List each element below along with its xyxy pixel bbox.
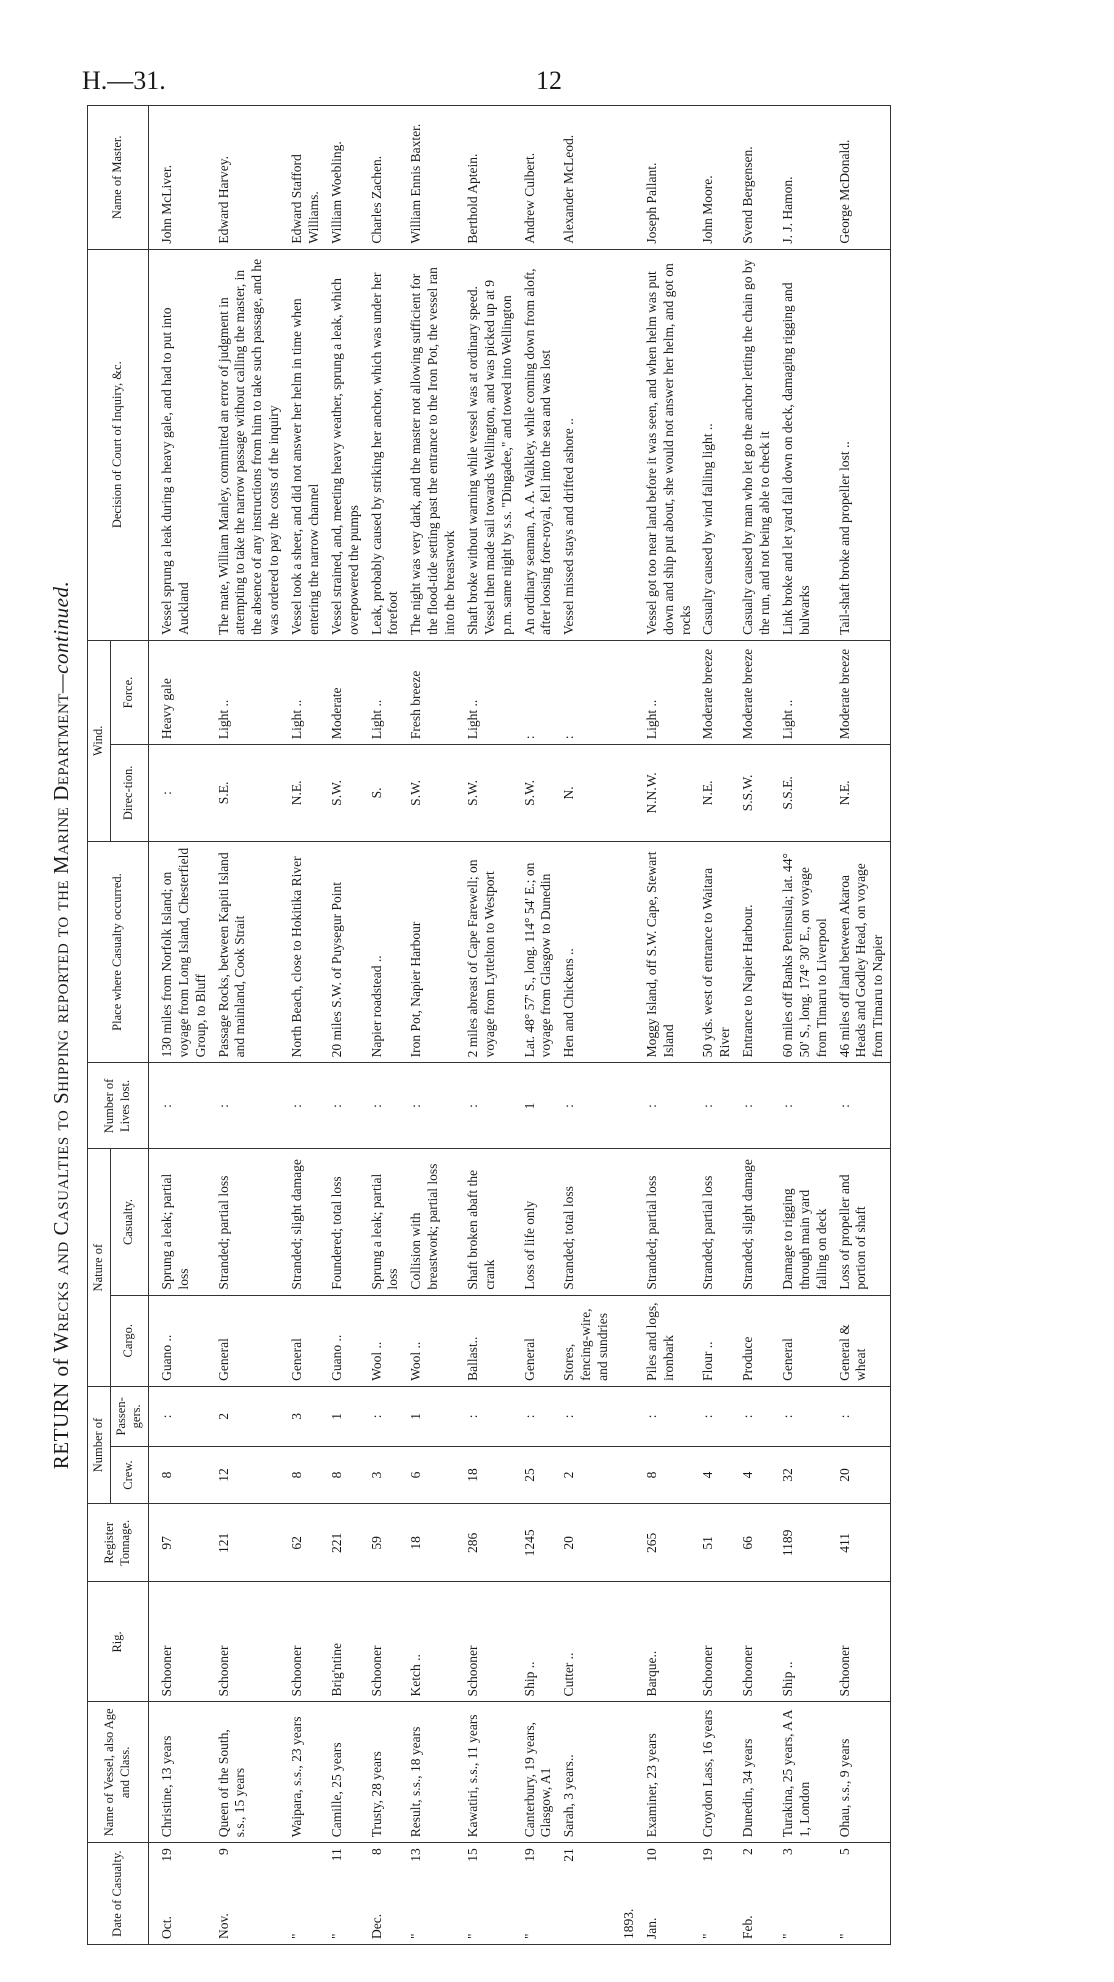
- wind-direction: S.S.W.: [737, 745, 777, 842]
- date-cell: [777, 1843, 834, 1945]
- casualty: Collision with breastwork; partial loss: [405, 1149, 462, 1295]
- vessel-name: Turakina, 25 years, A A 1, London: [777, 1702, 834, 1843]
- place: Moggy Island, off S.W. Cape, Stewart Island: [641, 841, 698, 1063]
- vessel-name: Waipara, s.s., 23 years: [286, 1702, 326, 1843]
- crew-count: 20: [834, 1446, 891, 1503]
- month: Oct.: [158, 1916, 174, 1939]
- rig: Cutter ..: [558, 1582, 615, 1702]
- rig: Barque..: [641, 1582, 698, 1702]
- place: 20 miles S.W. of Puysegur Point: [326, 841, 366, 1063]
- day: 19: [521, 1848, 537, 1862]
- empty-cell: [615, 1149, 641, 1295]
- day: 8: [368, 1848, 384, 1856]
- col-crew: Crew.: [110, 1446, 148, 1503]
- date-cell: [148, 1843, 212, 1945]
- page-reference: H.—31.: [82, 66, 166, 95]
- rotated-table-page: [35, 105, 1035, 1945]
- tonnage: 1189: [777, 1504, 834, 1582]
- decision: Vessel strained, and, meeting heavy weather, sprung a leak, which overpowered the pumps: [326, 249, 366, 640]
- lives-lost: :: [558, 1063, 615, 1149]
- cargo: Wool ..: [405, 1295, 462, 1386]
- table-row: [213, 106, 287, 1945]
- wind-force: Light ..: [777, 640, 834, 744]
- rig: Brig'ntine: [326, 1582, 366, 1702]
- date-cell: [286, 1843, 326, 1945]
- master-name: John McLiver.: [148, 106, 212, 250]
- month: ": [521, 1933, 537, 1939]
- empty-cell: [615, 841, 641, 1063]
- vessel-name: Dunedin, 34 years: [737, 1702, 777, 1843]
- wind-direction: :: [148, 745, 212, 842]
- table-body: [148, 106, 890, 1945]
- col-place: Place where Casualty occurred.: [88, 841, 149, 1063]
- cargo: General: [213, 1295, 287, 1386]
- empty-cell: [615, 1386, 641, 1446]
- wind-direction: N.: [558, 745, 615, 842]
- crew-count: 8: [326, 1446, 366, 1503]
- col-cargo: Cargo.: [110, 1295, 148, 1386]
- table-row: [326, 106, 366, 1945]
- tonnage: 411: [834, 1504, 891, 1582]
- tonnage: 97: [148, 1504, 212, 1582]
- passenger-count: 1: [326, 1386, 366, 1446]
- col-tonnage: Register Tonnage.: [88, 1504, 149, 1582]
- month: ": [408, 1933, 424, 1939]
- rig: Schooner: [462, 1582, 519, 1702]
- rig: Ship ..: [777, 1582, 834, 1702]
- month: ": [836, 1933, 852, 1939]
- master-name: Svend Bergensen.: [737, 106, 777, 250]
- master-name: Edward Stafford Williams.: [286, 106, 326, 250]
- lives-lost: :: [834, 1063, 891, 1149]
- decision: Casualty caused by man who let go the anchor letting the chain go by the run, and not being able to check it: [737, 249, 777, 640]
- passenger-count: :: [834, 1386, 891, 1446]
- place: North Beach, close to Hokitika River: [286, 841, 326, 1063]
- tonnage: 66: [737, 1504, 777, 1582]
- month: ": [289, 1933, 304, 1939]
- decision: Vessel missed stays and drifted ashore ..: [558, 249, 615, 640]
- date-cell: [462, 1843, 519, 1945]
- rig: Schooner: [148, 1582, 212, 1702]
- rig: Ketch ..: [405, 1582, 462, 1702]
- day: 19: [158, 1848, 174, 1862]
- crew-count: 25: [519, 1446, 559, 1503]
- casualty: Stranded; partial loss: [641, 1149, 698, 1295]
- crew-count: 18: [462, 1446, 519, 1503]
- cargo: Wool ..: [366, 1295, 406, 1386]
- rig: Ship ..: [519, 1582, 559, 1702]
- lives-lost: :: [697, 1063, 737, 1149]
- casualty: Loss of propeller and portion of shaft: [834, 1149, 891, 1295]
- table-row: [462, 106, 519, 1945]
- passenger-count: :: [737, 1386, 777, 1446]
- vessel-name: Examiner, 23 years: [641, 1702, 698, 1843]
- crew-count: 3: [366, 1446, 406, 1503]
- col-master: Name of Master.: [88, 106, 149, 250]
- table-row: [834, 106, 891, 1945]
- empty-cell: [615, 1063, 641, 1149]
- col-lives: Number of Lives lost.: [88, 1063, 149, 1149]
- wind-force: Moderate: [326, 640, 366, 744]
- day: 13: [408, 1848, 424, 1862]
- crew-count: 4: [737, 1446, 777, 1503]
- tonnage: 20: [558, 1504, 615, 1582]
- casualty: Stranded; partial loss: [697, 1149, 737, 1295]
- casualty: Stranded; slight damage: [286, 1149, 326, 1295]
- cargo: Piles and logs, ironbark: [641, 1295, 698, 1386]
- place: Passage Rocks, between Kapiti Island and mainland, Cook Strait: [213, 841, 287, 1063]
- wind-force: Moderate breeze: [834, 640, 891, 744]
- lives-lost: :: [286, 1063, 326, 1149]
- crew-count: 8: [286, 1446, 326, 1503]
- day: 19: [700, 1848, 716, 1862]
- day: 10: [643, 1848, 659, 1862]
- crew-count: 8: [148, 1446, 212, 1503]
- tonnage: 265: [641, 1504, 698, 1582]
- date-cell: [641, 1843, 698, 1945]
- vessel-name: Christine, 13 years: [148, 1702, 212, 1843]
- passenger-count: :: [641, 1386, 698, 1446]
- lives-lost: :: [326, 1063, 366, 1149]
- lives-lost: :: [641, 1063, 698, 1149]
- day: 3: [779, 1848, 795, 1856]
- wind-direction: S.W.: [519, 745, 559, 842]
- title-main: Wrecks and Casualties to Shipping reported to the Marine Department: [49, 693, 73, 1353]
- day: 5: [836, 1848, 852, 1856]
- empty-cell: [615, 1504, 641, 1582]
- place: Iron Pot, Napier Harbour: [405, 841, 462, 1063]
- lives-lost: :: [213, 1063, 287, 1149]
- cargo: Ballast..: [462, 1295, 519, 1386]
- table-row: [697, 106, 737, 1945]
- master-name: William Ennis Baxter.: [405, 106, 462, 250]
- crew-count: 6: [405, 1446, 462, 1503]
- master-name: William Woebling.: [326, 106, 366, 250]
- cargo: Flour ..: [697, 1295, 737, 1386]
- wind-force: Light ..: [641, 640, 698, 744]
- table-row: [558, 106, 615, 1945]
- date-cell: [834, 1843, 891, 1945]
- tonnage: 121: [213, 1504, 287, 1582]
- tonnage: 1245: [519, 1504, 559, 1582]
- place: Entrance to Napier Harbour.: [737, 841, 777, 1063]
- date-cell: [366, 1843, 406, 1945]
- empty-cell: [615, 1702, 641, 1843]
- master-name: Edward Harvey.: [213, 106, 287, 250]
- master-name: Berthold Aptein.: [462, 106, 519, 250]
- vessel-name: Ohau, s.s., 9 years: [834, 1702, 891, 1843]
- day: 11: [328, 1848, 344, 1862]
- crew-count: 12: [213, 1446, 287, 1503]
- passenger-count: :: [462, 1386, 519, 1446]
- casualty: Sprung a leak; partial loss: [366, 1149, 406, 1295]
- master-name: Joseph Pallant.: [641, 106, 698, 250]
- wind-direction: S.: [366, 745, 406, 842]
- wind-force: Heavy gale: [148, 640, 212, 744]
- passenger-count: :: [777, 1386, 834, 1446]
- place: 50 yds. west of entrance to Waitara River: [697, 841, 737, 1063]
- cargo: Guano ..: [148, 1295, 212, 1386]
- decision: The night was very dark, and the master not allowing sufficient for the flood-tide setting past the entrance to the Iron Pot, the vessel ran into the breastwork: [405, 249, 462, 640]
- crew-count: 4: [697, 1446, 737, 1503]
- lives-lost: :: [737, 1063, 777, 1149]
- casualty: Loss of life only: [519, 1149, 559, 1295]
- passenger-count: :: [148, 1386, 212, 1446]
- place: 46 miles off land between Akaroa Heads and Godley Head, on voyage from Timaru to Napier: [834, 841, 891, 1063]
- empty-cell: [615, 640, 641, 744]
- master-name: Alexander McLeod.: [558, 106, 615, 250]
- table-row: [148, 106, 212, 1945]
- date-cell: [405, 1843, 462, 1945]
- table-row: [366, 106, 406, 1945]
- wind-direction: S.S.E.: [777, 745, 834, 842]
- col-direction: Direc-tion.: [110, 745, 148, 842]
- master-name: John Moore.: [697, 106, 737, 250]
- place: Hen and Chickens ..: [558, 841, 615, 1063]
- passenger-count: 1: [405, 1386, 462, 1446]
- decision: Vessel got too near land before it was seen, and when helm was put down and ship put about, she would not answer her helm, and got on rocks: [641, 249, 698, 640]
- month: Feb.: [740, 1915, 756, 1939]
- cargo: General: [519, 1295, 559, 1386]
- month: Dec.: [368, 1913, 384, 1939]
- col-passengers: Passen-gers.: [110, 1386, 148, 1446]
- decision: Vessel took a sheer, and did not answer her helm in time when entering the narrow channel: [286, 249, 326, 640]
- passenger-count: :: [519, 1386, 559, 1446]
- wind-force: Light ..: [366, 640, 406, 744]
- vessel-name: Result, s.s., 18 years: [405, 1702, 462, 1843]
- wind-direction: S.W.: [326, 745, 366, 842]
- month: ": [700, 1933, 716, 1939]
- wind-direction: N.E.: [697, 745, 737, 842]
- title-suffix: —continued.: [49, 580, 73, 694]
- wind-force: Moderate breeze: [697, 640, 737, 744]
- year-label: 1893.: [615, 1843, 641, 1945]
- day: 9: [215, 1848, 231, 1856]
- page-number: 12: [536, 66, 562, 95]
- crew-count: 32: [777, 1446, 834, 1503]
- vessel-name: Kawatiri, s.s., 11 years: [462, 1702, 519, 1843]
- col-decision: Decision of Court of Inquiry, &c.: [88, 249, 149, 640]
- decision: An ordinary seaman, A. A. Walkley, while coming down from aloft, after loosing fore-royal, fell into the sea and was lost: [519, 249, 559, 640]
- decision: Link broke and let yard fall down on deck, damaging rigging and bulwarks: [777, 249, 834, 640]
- casualty: Foundered; total loss: [326, 1149, 366, 1295]
- master-name: George McDonald.: [834, 106, 891, 250]
- table-row: [519, 106, 559, 1945]
- vessel-name: Queen of the South, s.s., 15 years: [213, 1702, 287, 1843]
- decision: Casualty caused by wind falling light ..: [697, 249, 737, 640]
- wind-force: Light ..: [286, 640, 326, 744]
- vessel-name: Sarah, 3 years..: [558, 1702, 615, 1843]
- empty-cell: [615, 1446, 641, 1503]
- vessel-name: Trusty, 28 years: [366, 1702, 406, 1843]
- lives-lost: :: [366, 1063, 406, 1149]
- passenger-count: :: [558, 1386, 615, 1446]
- date-cell: [558, 1843, 615, 1945]
- wind-force: Moderate breeze: [737, 640, 777, 744]
- lives-lost: :: [148, 1063, 212, 1149]
- cargo: Stores, fencing-wire, and sundries: [558, 1295, 615, 1386]
- rig: Schooner: [213, 1582, 287, 1702]
- lives-lost: :: [405, 1063, 462, 1149]
- col-rig: Rig.: [88, 1582, 149, 1702]
- casualty: Stranded; total loss: [558, 1149, 615, 1295]
- lives-lost: :: [777, 1063, 834, 1149]
- crew-count: 8: [641, 1446, 698, 1503]
- decision: Shaft broke without warning while vessel was at ordinary speed. Vessel then made sail towards Wellington, and was picked up at 9 p.m. same night by s.s. "Dingadee," and towed into Wellington: [462, 249, 519, 640]
- rig: Schooner: [286, 1582, 326, 1702]
- passenger-count: 3: [286, 1386, 326, 1446]
- lives-lost: 1: [519, 1063, 559, 1149]
- vessel-name: Camille, 25 years: [326, 1702, 366, 1843]
- cargo: Produce: [737, 1295, 777, 1386]
- lives-lost: :: [462, 1063, 519, 1149]
- wind-direction: N.E.: [286, 745, 326, 842]
- casualty: Damage to rigging through main yard falling on deck: [777, 1149, 834, 1295]
- table-row: [641, 106, 698, 1945]
- place: 130 miles from Norfolk Island; on voyage from Long Island, Chesterfield Group, to Bluff: [148, 841, 212, 1063]
- place: Lat. 48° 57' S., long. 114° 54' E.; on voyage from Glasgow to Dunedin: [519, 841, 559, 1063]
- rig: Schooner: [834, 1582, 891, 1702]
- empty-cell: [615, 745, 641, 842]
- cargo: General & wheat: [834, 1295, 891, 1386]
- casualty: Shaft broken abaft the crank: [462, 1149, 519, 1295]
- decision: The mate, William Manley, committed an error of judgment in attempting to take the narrow passage without calling the master, in the absence of any instructions from him to take such passage, and he was ordered to pay the costs of the inquiry: [213, 249, 287, 640]
- day: 15: [464, 1848, 480, 1862]
- date-cell: [519, 1843, 559, 1945]
- decision: Leak, probably caused by striking her anchor, which was under her forefoot: [366, 249, 406, 640]
- year-row: [615, 106, 641, 1945]
- casualty: Stranded; slight damage: [737, 1149, 777, 1295]
- wind-force: :: [519, 640, 559, 744]
- wind-direction: S.W.: [462, 745, 519, 842]
- rig: Schooner: [697, 1582, 737, 1702]
- master-name: Andrew Culbert.: [519, 106, 559, 250]
- col-date: Date of Casualty.: [88, 1843, 149, 1945]
- day: 2: [740, 1848, 756, 1856]
- col-vessel: Name of Vessel, also Age and Class.: [88, 1702, 149, 1843]
- empty-cell: [615, 1582, 641, 1702]
- tonnage: 221: [326, 1504, 366, 1582]
- date-cell: [737, 1843, 777, 1945]
- col-number-of: Number of: [88, 1386, 111, 1503]
- tonnage: 62: [286, 1504, 326, 1582]
- place: Napier roadstead ..: [366, 841, 406, 1063]
- cargo: Guano ..: [326, 1295, 366, 1386]
- date-cell: [697, 1843, 737, 1945]
- wind-direction: S.E.: [213, 745, 287, 842]
- rig: Schooner: [366, 1582, 406, 1702]
- crew-count: 2: [558, 1446, 615, 1503]
- col-wind: Wind.: [88, 640, 111, 841]
- table-row: [777, 106, 834, 1945]
- date-cell: [326, 1843, 366, 1945]
- wind-force: Light ..: [462, 640, 519, 744]
- wind-direction: N.E.: [834, 745, 891, 842]
- wind-force: Fresh breeze: [405, 640, 462, 744]
- empty-cell: [615, 1295, 641, 1386]
- wind-direction: N.N.W.: [641, 745, 698, 842]
- empty-cell: [615, 249, 641, 640]
- day: 21: [561, 1848, 577, 1862]
- tonnage: 59: [366, 1504, 406, 1582]
- month: ": [779, 1933, 795, 1939]
- tonnage: 286: [462, 1504, 519, 1582]
- table-row: [405, 106, 462, 1945]
- place: 2 miles abreast of Cape Farewell; on voyage from Lyttelton to Westport: [462, 841, 519, 1063]
- col-casualty: Casualty.: [110, 1149, 148, 1295]
- casualty: Sprung a leak; partial loss: [148, 1149, 212, 1295]
- month: Jan.: [643, 1917, 659, 1939]
- col-nature-of: Nature of: [88, 1149, 111, 1386]
- passenger-count: 2: [213, 1386, 287, 1446]
- table-row: [737, 106, 777, 1945]
- wind-force: :: [558, 640, 615, 744]
- cargo: General: [286, 1295, 326, 1386]
- month: ": [328, 1933, 344, 1939]
- casualty-table: [87, 105, 891, 1945]
- table-title: RETURN of Wrecks and Casualties to Shipping reported to the Marine Department—continued.: [49, 580, 73, 1470]
- wind-direction: S.W.: [405, 745, 462, 842]
- place: 60 miles off Banks Peninsula; lat. 44° 50' S., long. 174° 30' E., on voyage from Timaru to Liverpool: [777, 841, 834, 1063]
- col-force: Force.: [110, 640, 148, 744]
- vessel-name: Croydon Lass, 16 years: [697, 1702, 737, 1843]
- master-name: J. J. Hamon.: [777, 106, 834, 250]
- master-name: Charles Zachen.: [366, 106, 406, 250]
- tonnage: 51: [697, 1504, 737, 1582]
- passenger-count: :: [697, 1386, 737, 1446]
- casualty: Stranded; partial loss: [213, 1149, 287, 1295]
- cargo: General: [777, 1295, 834, 1386]
- month: ": [464, 1933, 480, 1939]
- tonnage: 18: [405, 1504, 462, 1582]
- rig: Schooner: [737, 1582, 777, 1702]
- empty-cell: [615, 106, 641, 250]
- decision: Tail-shaft broke and propeller lost ..: [834, 249, 891, 640]
- wind-force: Light ..: [213, 640, 287, 744]
- decision: Vessel sprung a leak during a heavy gale, and had to put into Auckland: [148, 249, 212, 640]
- month: Nov.: [215, 1913, 231, 1939]
- vessel-name: Canterbury, 19 years, Glasgow, A1: [519, 1702, 559, 1843]
- table-row: [286, 106, 326, 1945]
- date-cell: [213, 1843, 287, 1945]
- passenger-count: :: [366, 1386, 406, 1446]
